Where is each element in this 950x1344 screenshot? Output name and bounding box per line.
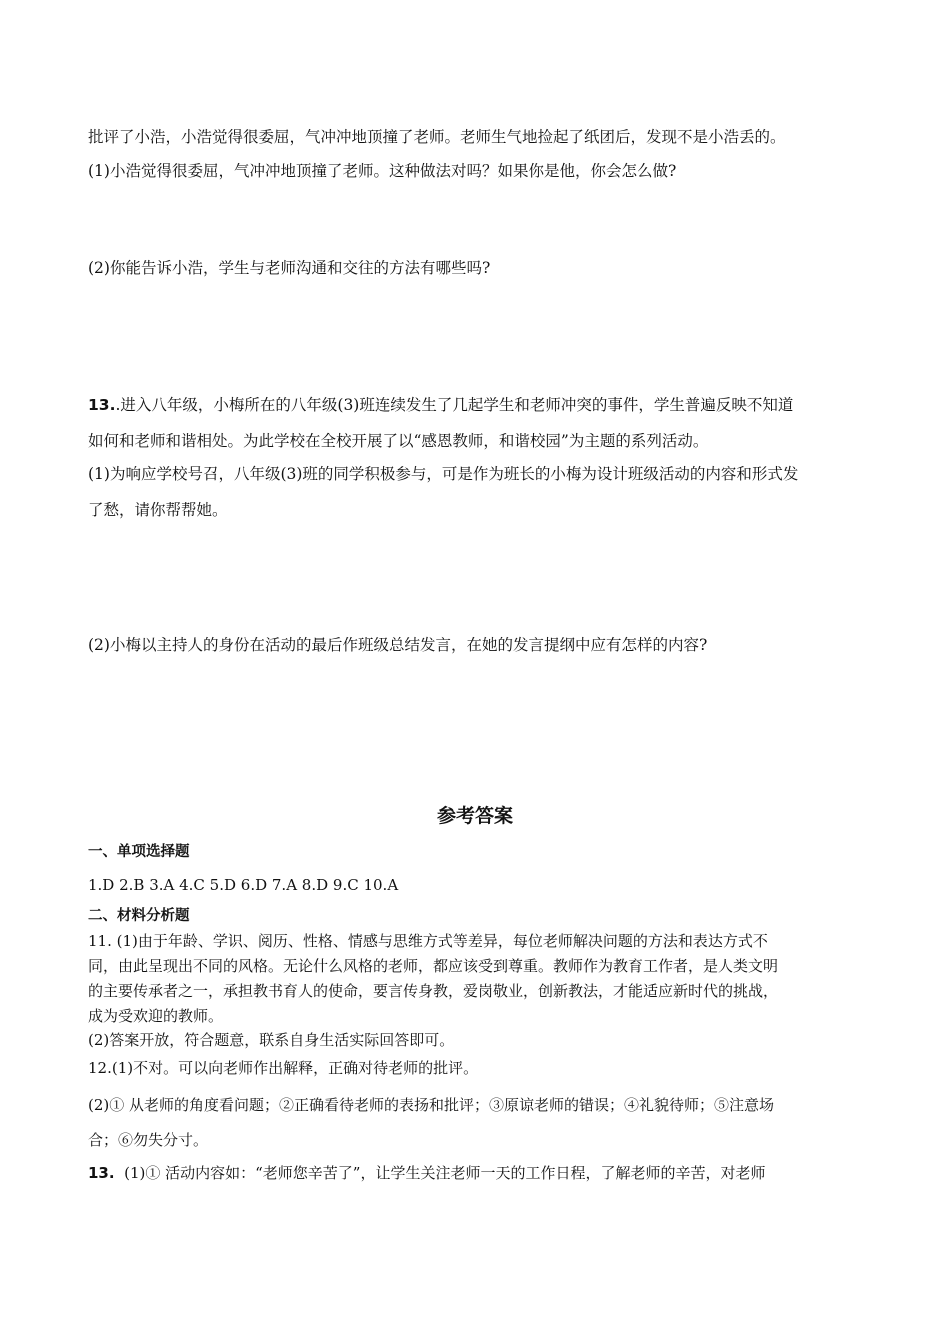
answer-11-line-3: 的主要传承者之一，承担教书育人的使命，要言传身教，爱岗敬业，创新教法，才能适应新时代的挑战， — [88, 982, 779, 1000]
answer-12-sub-2-line-2: 合；⑥勿失分寸。 — [88, 1131, 209, 1149]
answer-13-text: (1)① 活动内容如：“老师您辛苦了”，让学生关注老师一天的工作日程，了解老师的辛苦，对老师 — [114, 1164, 766, 1182]
q13-stem-line-1 — [88, 395, 793, 415]
answer-11-line-1: 11. (1)由于年龄、学识、阅历、性格、情感与思维方式等差异，每位老师解决问题的方法和表达方式不 — [88, 932, 768, 950]
q12-sub-question-2: (2)你能告诉小浩，学生与老师沟通和交往的方法有哪些吗? — [88, 259, 491, 277]
q13-number: 13. — [88, 396, 116, 414]
section-1-title: 一、单项选择题 — [88, 844, 190, 860]
choice-answers: 1.D 2.B 3.A 4.C 5.D 6.D 7.A 8.D 9.C 10.A — [88, 876, 399, 894]
q13-sub-question-1-line-2: 了愁，请你帮帮她。 — [88, 501, 228, 519]
q12-intro-tail: 批评了小浩，小浩觉得很委屈，气冲冲地顶撞了老师。老师生气地捡起了纸团后，发现不是小浩丢的。 — [88, 128, 786, 146]
answer-12-sub-1: 12.(1)不对。可以向老师作出解释，正确对待老师的批评。 — [88, 1059, 479, 1077]
q13-sub-question-2: (2)小梅以主持人的身份在活动的最后作班级总结发言，在她的发言提纲中应有怎样的内容? — [88, 636, 708, 654]
answer-title: 参考答案 — [436, 805, 513, 827]
q13-stem-line-2: 如何和老师和谐相处。为此学校在全校开展了以“感恩教师，和谐校园”为主题的系列活动。 — [88, 432, 709, 450]
q13-stem-text: .进入八年级，小梅所在的八年级(3)班连续发生了几起学生和老师冲突的事件，学生普遍反映不知道 — [115, 396, 794, 414]
answer-11-line-2: 同，由此呈现出不同的风格。无论什么风格的老师，都应该受到尊重。教师作为教育工作者，是人类文明 — [88, 957, 779, 975]
section-2-title: 二、材料分析题 — [88, 908, 190, 924]
q13-sub-question-1-line-1: (1)为响应学校号召，八年级(3)班的同学积极参与，可是作为班长的小梅为设计班级活动的内容和形式发 — [88, 465, 799, 483]
answer-11-line-4: 成为受欢迎的教师。 — [88, 1007, 224, 1025]
answer-13-line-1 — [88, 1163, 765, 1183]
answer-11-sub-2: (2)答案开放，符合题意，联系自身生活实际回答即可。 — [88, 1031, 455, 1049]
q12-sub-question-1: (1)小浩觉得很委屈，气冲冲地顶撞了老师。这种做法对吗？如果你是他，你会怎么做? — [88, 162, 677, 180]
answer-13-number: 13. — [88, 1164, 115, 1182]
answer-12-sub-2-line-1: (2)① 从老师的角度看问题；②正确看待老师的表扬和批评；③原谅老师的错误；④礼貌待师；⑤注意场 — [88, 1096, 775, 1114]
